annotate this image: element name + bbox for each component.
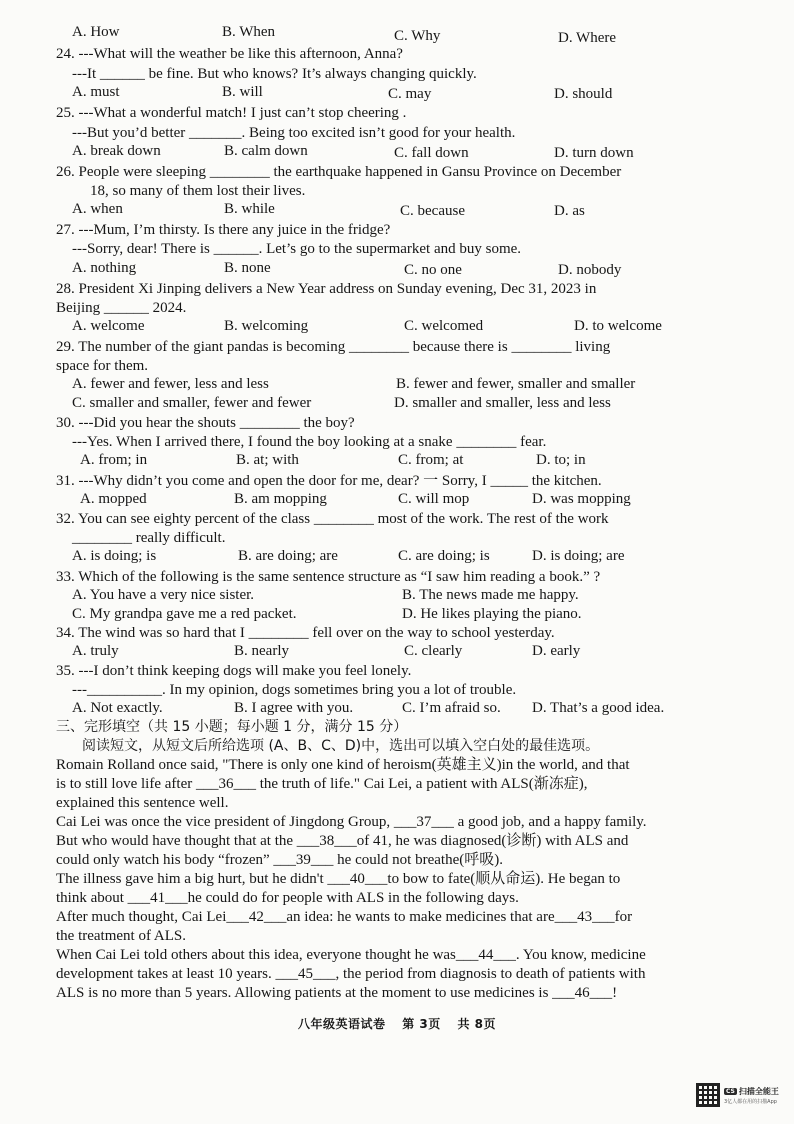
question-25: 25. ---What a wonderful match! I just can’t stop cheering . <box>56 105 407 121</box>
option-b: B. welcoming <box>224 318 309 334</box>
question-30: 30. ---Did you hear the shouts ________ the boy? <box>56 415 355 431</box>
question-28-cont: Beijing ______ 2024. <box>56 300 187 316</box>
option-b: B. calm down <box>224 143 308 159</box>
option-d: D. nobody <box>558 262 622 278</box>
scanner-logo-icon: CS <box>726 1087 735 1095</box>
question-30-reply: ---Yes. When I arrived there, I found the boy looking at a snake ________ fear. <box>72 434 547 450</box>
qr-code-icon <box>696 1083 720 1107</box>
option-c: C. clearly <box>404 643 463 659</box>
option-a: A. break down <box>72 143 161 159</box>
section-instructions: 阅读短文，从短文后所给选项 (A、B、C、D)中，选出可以填入空白处的最佳选项。 <box>82 738 600 754</box>
option-d: D. to welcome <box>574 318 662 334</box>
scanner-watermark <box>696 1082 782 1108</box>
passage-line-1: Romain Rolland once said, "There is only one kind of heroism(英雄主义)in the world, and that <box>56 757 630 773</box>
option-a: A. You have a very nice sister. <box>72 587 255 603</box>
option-c: C. will mop <box>398 491 470 507</box>
option-a: A. must <box>72 84 120 100</box>
option-c: C. because <box>400 203 465 219</box>
option-b: B. The news made me happy. <box>402 587 579 603</box>
question-33: 33. Which of the following is the same sentence structure as “I saw him reading a book.” ? <box>56 569 601 585</box>
option-a: A. fewer and fewer, less and less <box>72 376 269 392</box>
option-d: D. should <box>554 86 613 102</box>
option-d: D. was mopping <box>532 491 631 507</box>
option-d: D. turn down <box>554 145 634 161</box>
option-c: C. no one <box>404 262 462 278</box>
question-32-cont: ________ really difficult. <box>72 530 226 546</box>
option-a: A. is doing; is <box>72 548 157 564</box>
option-d: D. He likes playing the piano. <box>402 606 582 622</box>
passage-line-11: When Cai Lei told others about this idea, everyone thought he was___44___. You know, medicine <box>56 947 646 963</box>
question-35-reply: ---__________. In my opinion, dogs sometimes bring you a lot of trouble. <box>72 682 517 698</box>
option-b: B. fewer and fewer, smaller and smaller <box>396 376 636 392</box>
option-d: D. to; in <box>536 452 586 468</box>
option-c: C. My grandpa gave me a red packet. <box>72 606 297 622</box>
footer-subject: 八年级英语试卷 <box>298 1017 386 1031</box>
question-32: 32. You can see eighty percent of the class ________ most of the work. The rest of the work <box>56 511 609 527</box>
question-26-cont: 18, so many of them lost their lives. <box>90 183 306 199</box>
section-heading: 三、完形填空（共 15 小题；每小题 1 分，满分 15 分） <box>56 719 408 735</box>
footer-total: 共 8页 <box>457 1017 496 1031</box>
option-a: A. nothing <box>72 260 137 276</box>
option-c: C. are doing; is <box>398 548 490 564</box>
question-29-cont: space for them. <box>56 358 149 374</box>
option-b: B. When <box>222 24 276 40</box>
option-d: D. smaller and smaller, less and less <box>394 395 611 411</box>
question-24: 24. ---What will the weather be like this afternoon, Anna? <box>56 46 403 62</box>
option-d: D. early <box>532 643 581 659</box>
option-b: B. at; with <box>236 452 299 468</box>
option-a: A. welcome <box>72 318 145 334</box>
passage-line-5: But who would have thought that at the ___38___of 41, he was diagnosed(诊断) with ALS and <box>56 833 629 849</box>
option-b: B. nearly <box>234 643 289 659</box>
footer-page: 第 3页 <box>402 1017 441 1031</box>
passage-line-4: Cai Lei was once the vice president of Jingdong Group, ___37___ a good job, and a happy family. <box>56 814 647 830</box>
question-27: 27. ---Mum, I’m thirsty. Is there any juice in the fridge? <box>56 222 391 238</box>
option-d: D. is doing; are <box>532 548 625 564</box>
option-d: D. That’s a good idea. <box>532 700 665 716</box>
watermark-brand: 扫描全能王 <box>738 1086 779 1096</box>
passage-line-6: could only watch his body “frozen” ___39___ he could not breathe(呼吸). <box>56 852 503 868</box>
passage-line-3: explained this sentence well. <box>56 795 229 811</box>
question-34: 34. The wind was so hard that I ________ fell over on the way to school yesterday. <box>56 625 555 641</box>
passage-line-10: the treatment of ALS. <box>56 928 186 944</box>
question-26: 26. People were sleeping ________ the earthquake happened in Gansu Province on December <box>56 164 622 180</box>
passage-line-13: ALS is no more than 5 years. Allowing patients at the moment to use medicines is ___46___! <box>56 985 618 1001</box>
option-b: B. none <box>224 260 271 276</box>
option-b: B. are doing; are <box>238 548 338 564</box>
passage-line-7: The illness gave him a big hurt, but he didn't ___40___to bow to fate(顺从命运). He began to <box>56 871 621 887</box>
option-b: B. am mopping <box>234 491 327 507</box>
option-d: D. Where <box>558 30 617 46</box>
passage-line-9: After much thought, Cai Lei___42___an idea: he wants to make medicines that are___43___for <box>56 909 633 925</box>
option-a: A. Not exactly. <box>72 700 163 716</box>
question-24-reply: ---It ______ be fine. But who knows? It’s always changing quickly. <box>72 66 477 82</box>
option-a: A. How <box>72 24 120 40</box>
passage-line-8: think about ___41___he could do for people with ALS in the following days. <box>56 890 519 906</box>
question-27-reply: ---Sorry, dear! There is ______. Let’s go to the supermarket and buy some. <box>72 241 522 257</box>
option-a: A. from; in <box>80 452 148 468</box>
question-31: 31. ---Why didn’t you come and open the door for me, dear? 一 Sorry, I _____ the kitchen. <box>56 473 602 489</box>
option-c: C. smaller and smaller, fewer and fewer <box>72 395 312 411</box>
option-c: C. welcomed <box>404 318 484 334</box>
passage-line-12: development takes at least 10 years. ___45___, the period from diagnosis to death of patients with <box>56 966 646 982</box>
question-29: 29. The number of the giant pandas is becoming ________ because there is ________ living <box>56 339 611 355</box>
option-c: C. fall down <box>394 145 469 161</box>
page-footer <box>0 1015 794 1032</box>
option-b: B. will <box>222 84 263 100</box>
watermark-subtext: 3亿人都在用的扫描App <box>724 1098 777 1105</box>
option-c: C. from; at <box>398 452 464 468</box>
option-c: C. Why <box>394 28 441 44</box>
option-b: B. while <box>224 201 275 217</box>
question-28: 28. President Xi Jinping delivers a New Year address on Sunday evening, Dec 31, 2023 in <box>56 281 597 297</box>
passage-line-2: is to still love life after ___36___ the truth of life." Cai Lei, a patient with ALS(渐冻症), <box>56 776 588 792</box>
question-25-reply: ---But you’d better _______. Being too excited isn’t good for your health. <box>72 125 516 141</box>
option-c: C. I’m afraid so. <box>402 700 501 716</box>
option-a: A. when <box>72 201 123 217</box>
option-a: A. mopped <box>80 491 147 507</box>
option-d: D. as <box>554 203 585 219</box>
option-a: A. truly <box>72 643 119 659</box>
question-35: 35. ---I don’t think keeping dogs will make you feel lonely. <box>56 663 412 679</box>
option-c: C. may <box>388 86 432 102</box>
option-b: B. I agree with you. <box>234 700 354 716</box>
